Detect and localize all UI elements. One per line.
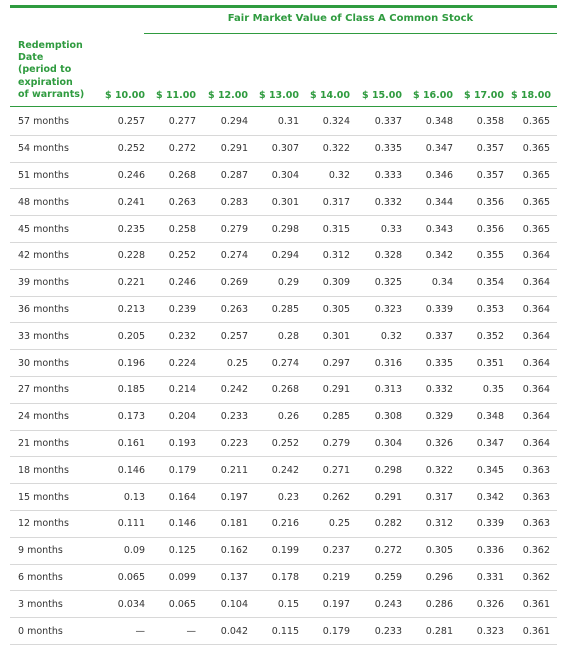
row-label: 30 months bbox=[10, 350, 98, 377]
table-cell: 0.364 bbox=[511, 376, 557, 403]
table-cell: 0.364 bbox=[511, 403, 557, 430]
table-cell: 0.339 bbox=[460, 510, 511, 537]
table-cell: 0.365 bbox=[511, 189, 557, 216]
table-cell: 0.285 bbox=[306, 403, 357, 430]
table-cell: 0.179 bbox=[306, 618, 357, 645]
table-cell: 0.178 bbox=[255, 564, 306, 591]
table-cell: 0.315 bbox=[306, 216, 357, 243]
column-header: $ 11.00 bbox=[156, 90, 196, 101]
table-cell: 0.337 bbox=[409, 323, 460, 350]
group-rule bbox=[144, 33, 557, 34]
table-cell: 0.282 bbox=[357, 510, 409, 537]
table-cell: 0.335 bbox=[357, 135, 409, 162]
table-cell: 0.197 bbox=[306, 591, 357, 618]
table-cell: 0.279 bbox=[203, 216, 255, 243]
row-label: 15 months bbox=[10, 484, 98, 511]
table-cell: 0.351 bbox=[460, 350, 511, 377]
table-cell: 0.111 bbox=[98, 510, 152, 537]
table-cell: 0.291 bbox=[203, 135, 255, 162]
table-cell: 0.364 bbox=[511, 242, 557, 269]
table-cell: 0.365 bbox=[511, 216, 557, 243]
table-cell: 0.331 bbox=[460, 564, 511, 591]
table-cell: 0.356 bbox=[460, 216, 511, 243]
row-label: 18 months bbox=[10, 457, 98, 484]
table-cell: 0.042 bbox=[203, 618, 255, 645]
table-cell: 0.272 bbox=[152, 135, 203, 162]
table-cell: 0.344 bbox=[409, 189, 460, 216]
table-cell: 0.283 bbox=[203, 189, 255, 216]
table-cell: 0.146 bbox=[152, 510, 203, 537]
row-label: 27 months bbox=[10, 376, 98, 403]
table-cell: 0.271 bbox=[306, 457, 357, 484]
table-cell: 0.13 bbox=[98, 484, 152, 511]
table-cell: 0.329 bbox=[409, 403, 460, 430]
table-cell: 0.317 bbox=[409, 484, 460, 511]
column-header: $ 17.00 bbox=[464, 90, 504, 101]
table-cell: 0.312 bbox=[409, 510, 460, 537]
table-row bbox=[10, 269, 557, 296]
table-cell: 0.274 bbox=[203, 242, 255, 269]
table-cell: 0.29 bbox=[255, 269, 306, 296]
table-cell: 0.252 bbox=[255, 430, 306, 457]
table-cell: 0.196 bbox=[98, 350, 152, 377]
table-cell: 0.216 bbox=[255, 510, 306, 537]
table-cell: 0.291 bbox=[357, 484, 409, 511]
table-cell: 0.363 bbox=[511, 510, 557, 537]
table-cell: 0.179 bbox=[152, 457, 203, 484]
table-cell: 0.305 bbox=[306, 296, 357, 323]
row-label: 0 months bbox=[10, 618, 98, 645]
table-cell: 0.246 bbox=[98, 162, 152, 189]
table-cell: 0.237 bbox=[306, 537, 357, 564]
table-cell: 0.326 bbox=[409, 430, 460, 457]
table-cell: 0.347 bbox=[460, 430, 511, 457]
table-cell: 0.214 bbox=[152, 376, 203, 403]
table-row bbox=[10, 564, 557, 591]
row-label: 42 months bbox=[10, 242, 98, 269]
table-cell: 0.342 bbox=[460, 484, 511, 511]
table-cell: 0.313 bbox=[357, 376, 409, 403]
row-label: 57 months bbox=[10, 109, 98, 135]
table-cell: 0.294 bbox=[255, 242, 306, 269]
table-cell: 0.162 bbox=[203, 537, 255, 564]
table-row bbox=[10, 457, 557, 484]
table-cell: 0.125 bbox=[152, 537, 203, 564]
table-row bbox=[10, 537, 557, 564]
table-cell: 0.363 bbox=[511, 484, 557, 511]
table-cell: 0.23 bbox=[255, 484, 306, 511]
table-cell: 0.25 bbox=[203, 350, 255, 377]
row-label: 6 months bbox=[10, 564, 98, 591]
table-cell: 0.15 bbox=[255, 591, 306, 618]
table-cell: 0.197 bbox=[203, 484, 255, 511]
table-cell: 0.332 bbox=[357, 189, 409, 216]
table-cell: 0.353 bbox=[460, 296, 511, 323]
table-row bbox=[10, 591, 557, 618]
table-cell: 0.262 bbox=[306, 484, 357, 511]
row-header-label bbox=[18, 40, 104, 101]
table-cell: — bbox=[152, 618, 203, 645]
table-cell: 0.345 bbox=[460, 457, 511, 484]
column-header: $ 16.00 bbox=[413, 90, 453, 101]
table-cell: 0.323 bbox=[460, 618, 511, 645]
table-cell: 0.242 bbox=[255, 457, 306, 484]
table-cell: 0.204 bbox=[152, 403, 203, 430]
table-cell: 0.333 bbox=[357, 162, 409, 189]
table-cell: 0.352 bbox=[460, 323, 511, 350]
table-cell: 0.269 bbox=[203, 269, 255, 296]
table-cell: 0.357 bbox=[460, 162, 511, 189]
table-cell: 0.31 bbox=[255, 109, 306, 135]
table-row bbox=[10, 323, 557, 350]
table-cell: 0.298 bbox=[357, 457, 409, 484]
table-cell: 0.354 bbox=[460, 269, 511, 296]
table-row bbox=[10, 109, 557, 135]
table-cell: 0.252 bbox=[152, 242, 203, 269]
table-row bbox=[10, 510, 557, 537]
table-cell: 0.301 bbox=[306, 323, 357, 350]
table-cell: 0.339 bbox=[409, 296, 460, 323]
table-cell: 0.364 bbox=[511, 430, 557, 457]
table-cell: 0.285 bbox=[255, 296, 306, 323]
table-cell: 0.219 bbox=[306, 564, 357, 591]
data-grid bbox=[10, 109, 557, 645]
table-cell: 0.308 bbox=[357, 403, 409, 430]
table-cell: 0.348 bbox=[409, 109, 460, 135]
table-cell: 0.223 bbox=[203, 430, 255, 457]
row-label: 9 months bbox=[10, 537, 98, 564]
table-cell: 0.357 bbox=[460, 135, 511, 162]
table-cell: 0.213 bbox=[98, 296, 152, 323]
row-label: 45 months bbox=[10, 216, 98, 243]
table-cell: 0.268 bbox=[152, 162, 203, 189]
table-cell: 0.272 bbox=[357, 537, 409, 564]
row-label: 24 months bbox=[10, 403, 98, 430]
table-cell: 0.25 bbox=[306, 510, 357, 537]
table-row bbox=[10, 403, 557, 430]
table-cell: 0.304 bbox=[357, 430, 409, 457]
table-cell: 0.32 bbox=[306, 162, 357, 189]
table-cell: 0.342 bbox=[409, 242, 460, 269]
table-cell: 0.316 bbox=[357, 350, 409, 377]
row-label: 12 months bbox=[10, 510, 98, 537]
table-cell: 0.164 bbox=[152, 484, 203, 511]
table-cell: 0.317 bbox=[306, 189, 357, 216]
table-cell: 0.146 bbox=[98, 457, 152, 484]
table-cell: 0.263 bbox=[203, 296, 255, 323]
table-row bbox=[10, 189, 557, 216]
table-cell: 0.161 bbox=[98, 430, 152, 457]
table-cell: 0.325 bbox=[357, 269, 409, 296]
table-cell: 0.233 bbox=[203, 403, 255, 430]
table-cell: 0.243 bbox=[357, 591, 409, 618]
table-cell: 0.298 bbox=[255, 216, 306, 243]
table-row bbox=[10, 296, 557, 323]
table-cell: — bbox=[98, 618, 152, 645]
table-cell: 0.239 bbox=[152, 296, 203, 323]
table-cell: 0.246 bbox=[152, 269, 203, 296]
table-cell: 0.305 bbox=[409, 537, 460, 564]
table-cell: 0.137 bbox=[203, 564, 255, 591]
row-header-label-line: Redemption bbox=[18, 40, 83, 51]
table-cell: 0.326 bbox=[460, 591, 511, 618]
table-row bbox=[10, 162, 557, 189]
table-cell: 0.09 bbox=[98, 537, 152, 564]
table-cell: 0.258 bbox=[152, 216, 203, 243]
table-cell: 0.099 bbox=[152, 564, 203, 591]
table-cell: 0.232 bbox=[152, 323, 203, 350]
table-cell: 0.104 bbox=[203, 591, 255, 618]
table-cell: 0.279 bbox=[306, 430, 357, 457]
table-cell: 0.343 bbox=[409, 216, 460, 243]
table-row bbox=[10, 484, 557, 511]
row-label: 36 months bbox=[10, 296, 98, 323]
group-title: Fair Market Value of Class A Common Stock bbox=[227, 13, 474, 24]
row-header-label-line: Date bbox=[18, 52, 44, 64]
table-body bbox=[10, 109, 557, 644]
table-row bbox=[10, 376, 557, 403]
table-cell: 0.312 bbox=[306, 242, 357, 269]
table-cell: 0.211 bbox=[203, 457, 255, 484]
table-cell: 0.301 bbox=[255, 189, 306, 216]
table-cell: 0.309 bbox=[306, 269, 357, 296]
table-cell: 0.205 bbox=[98, 323, 152, 350]
table-cell: 0.287 bbox=[203, 162, 255, 189]
table-cell: 0.297 bbox=[306, 350, 357, 377]
table-cell: 0.356 bbox=[460, 189, 511, 216]
table-cell: 0.221 bbox=[98, 269, 152, 296]
table-cell: 0.35 bbox=[460, 376, 511, 403]
table-cell: 0.361 bbox=[511, 618, 557, 645]
table-cell: 0.361 bbox=[511, 591, 557, 618]
column-header: $ 10.00 bbox=[105, 90, 145, 101]
table-cell: 0.257 bbox=[203, 323, 255, 350]
table-cell: 0.281 bbox=[409, 618, 460, 645]
table-cell: 0.347 bbox=[409, 135, 460, 162]
table-cell: 0.364 bbox=[511, 350, 557, 377]
table-cell: 0.328 bbox=[357, 242, 409, 269]
table-cell: 0.358 bbox=[460, 109, 511, 135]
table-cell: 0.252 bbox=[98, 135, 152, 162]
row-header-label-line: of warrants) bbox=[18, 88, 85, 100]
table-cell: 0.199 bbox=[255, 537, 306, 564]
table-cell: 0.235 bbox=[98, 216, 152, 243]
table-row bbox=[10, 242, 557, 269]
table-cell: 0.185 bbox=[98, 376, 152, 403]
table-cell: 0.348 bbox=[460, 403, 511, 430]
header-rule bbox=[10, 106, 557, 107]
row-label: 51 months bbox=[10, 162, 98, 189]
table-cell: 0.26 bbox=[255, 403, 306, 430]
table-cell: 0.296 bbox=[409, 564, 460, 591]
table-cell: 0.257 bbox=[98, 109, 152, 135]
table-cell: 0.307 bbox=[255, 135, 306, 162]
row-label: 39 months bbox=[10, 269, 98, 296]
table-cell: 0.365 bbox=[511, 162, 557, 189]
table-cell: 0.065 bbox=[98, 564, 152, 591]
table-cell: 0.323 bbox=[357, 296, 409, 323]
top-rule bbox=[10, 5, 557, 8]
table-cell: 0.362 bbox=[511, 564, 557, 591]
table-cell: 0.263 bbox=[152, 189, 203, 216]
table-cell: 0.034 bbox=[98, 591, 152, 618]
table-row bbox=[10, 430, 557, 457]
table-cell: 0.365 bbox=[511, 109, 557, 135]
table-cell: 0.291 bbox=[306, 376, 357, 403]
table-cell: 0.274 bbox=[255, 350, 306, 377]
column-header: $ 14.00 bbox=[310, 90, 350, 101]
row-header-label-line: (period to bbox=[18, 64, 72, 76]
table-cell: 0.322 bbox=[306, 135, 357, 162]
table-row bbox=[10, 350, 557, 377]
table-cell: 0.355 bbox=[460, 242, 511, 269]
table-cell: 0.332 bbox=[409, 376, 460, 403]
table-cell: 0.241 bbox=[98, 189, 152, 216]
table-cell: 0.193 bbox=[152, 430, 203, 457]
table-cell: 0.294 bbox=[203, 109, 255, 135]
row-label: 54 months bbox=[10, 135, 98, 162]
table-cell: 0.34 bbox=[409, 269, 460, 296]
table-cell: 0.365 bbox=[511, 135, 557, 162]
row-label: 33 months bbox=[10, 323, 98, 350]
table-cell: 0.233 bbox=[357, 618, 409, 645]
table-cell: 0.259 bbox=[357, 564, 409, 591]
table-cell: 0.228 bbox=[98, 242, 152, 269]
table-cell: 0.346 bbox=[409, 162, 460, 189]
table-cell: 0.173 bbox=[98, 403, 152, 430]
table-cell: 0.242 bbox=[203, 376, 255, 403]
table-cell: 0.224 bbox=[152, 350, 203, 377]
row-label: 48 months bbox=[10, 189, 98, 216]
column-header: $ 18.00 bbox=[511, 90, 551, 101]
table-cell: 0.336 bbox=[460, 537, 511, 564]
column-header: $ 13.00 bbox=[259, 90, 299, 101]
table-row bbox=[10, 135, 557, 162]
column-header: $ 15.00 bbox=[362, 90, 402, 101]
table-cell: 0.065 bbox=[152, 591, 203, 618]
row-header-label-line: expiration bbox=[18, 76, 73, 88]
table-cell: 0.363 bbox=[511, 457, 557, 484]
table-cell: 0.181 bbox=[203, 510, 255, 537]
table-cell: 0.32 bbox=[357, 323, 409, 350]
row-label: 3 months bbox=[10, 591, 98, 618]
row-label: 21 months bbox=[10, 430, 98, 457]
table-cell: 0.268 bbox=[255, 376, 306, 403]
table-cell: 0.33 bbox=[357, 216, 409, 243]
table-cell: 0.362 bbox=[511, 537, 557, 564]
table-cell: 0.304 bbox=[255, 162, 306, 189]
table-cell: 0.115 bbox=[255, 618, 306, 645]
table-cell: 0.364 bbox=[511, 296, 557, 323]
column-header: $ 12.00 bbox=[208, 90, 248, 101]
table-cell: 0.324 bbox=[306, 109, 357, 135]
table-cell: 0.28 bbox=[255, 323, 306, 350]
table-row bbox=[10, 216, 557, 243]
table-cell: 0.322 bbox=[409, 457, 460, 484]
table-cell: 0.364 bbox=[511, 269, 557, 296]
table-cell: 0.337 bbox=[357, 109, 409, 135]
table-cell: 0.364 bbox=[511, 323, 557, 350]
table-cell: 0.335 bbox=[409, 350, 460, 377]
table-cell: 0.286 bbox=[409, 591, 460, 618]
table-cell: 0.277 bbox=[152, 109, 203, 135]
table-row bbox=[10, 618, 557, 645]
